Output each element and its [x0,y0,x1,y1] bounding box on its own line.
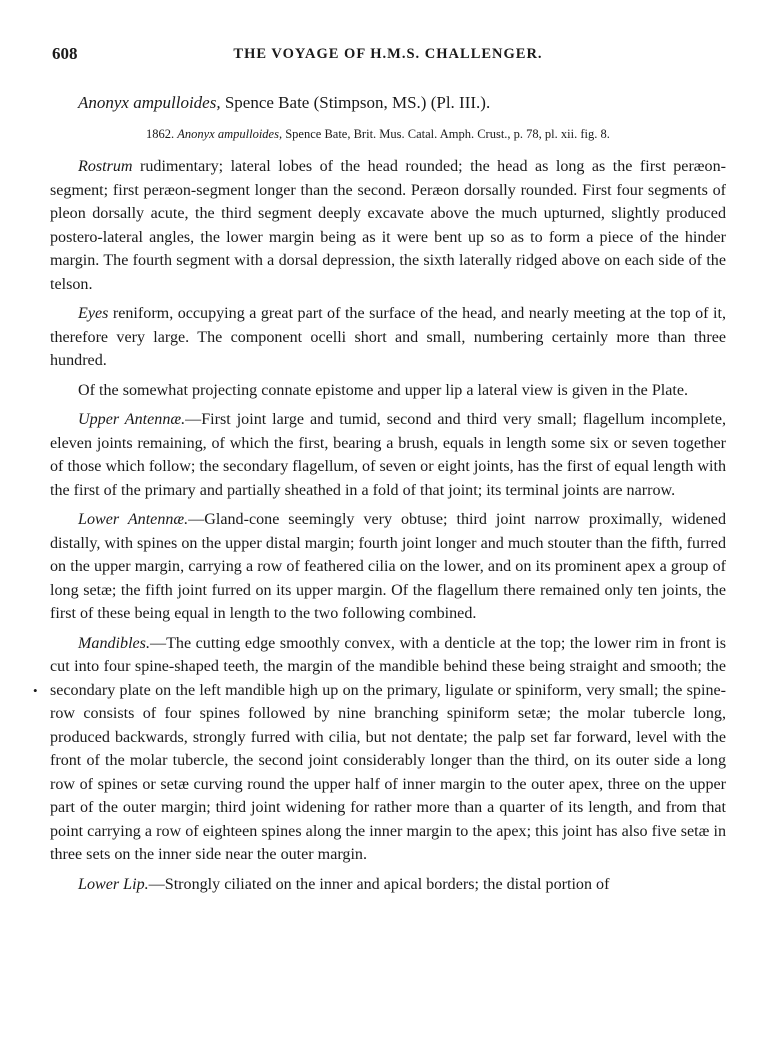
reference-citation: Spence Bate, Brit. Mus. Catal. Amph. Crust., p. 78, pl. xii. fig. 8. [282,127,610,141]
paragraph-text: rudimentary; lateral lobes of the head rounded; the head as long as the first peræon-segment; first peræon-segment longer than the second. Peræon dorsally rounded. First four segments of pleon dorsally acute, the third segment deeply excavate above the much upturned, slightly produced postero-lateral angles, the lower margin being as it were bent up so as to form a piece of the hinder margin. The fourth segment with a dorsal depression, the sixth laterally ridged above on each side of the telson. [50,158,726,293]
paragraph-lower-lip [50,873,726,897]
page-number: 608 [52,44,78,63]
reference-year: 1862. [146,127,175,141]
species-heading [78,93,490,113]
paragraph-text: —Strongly ciliated on the inner and apical borders; the distal portion of [148,875,610,893]
paragraph-mandibles [50,632,726,867]
species-authority: Spence Bate (Stimpson, MS.) (Pl. III.). [220,93,491,112]
reference-name: Anonyx ampulloides, [177,127,283,141]
paragraph-upper-antennae [50,408,726,502]
running-header [52,44,724,68]
paragraph-lead: Lower Lip. [78,875,149,893]
species-name: Anonyx ampulloides, [78,93,221,112]
paragraph-rostrum [50,155,726,296]
paragraph-lead: Lower Antennæ. [78,511,189,528]
paragraph-lead: Rostrum [78,158,133,175]
margin-mark: • [33,683,38,698]
running-title: THE VOYAGE OF H.M.S. CHALLENGER. [233,46,543,62]
paragraph-epistome [50,379,726,403]
paragraph-text: Of the somewhat projecting connate epistome and upper lip a lateral view is given in the Plate. [78,381,689,399]
paragraph-eyes [50,302,726,373]
paragraph-lead: Eyes [78,305,109,322]
synonymy-reference [146,127,610,142]
paragraph-lead: Mandibles. [78,634,150,652]
body-text [50,155,726,902]
paragraph-lower-antennae [50,508,726,626]
paragraph-text: —Gland-cone seemingly very obtuse; third joint narrow proximally, widened distally, with spines on the upper distal margin; fourth joint longer and much stouter than the fifth, furred on the upper margin, carrying a row of feathered cilia on the lower, and on its prominent apex a group of long setæ; the fifth joint furred on its upper margin. Of the flagellum there remained only ten joints, the first of these being equal in length to the two following combined. [50,511,726,622]
paragraph-text: —The cutting edge smoothly convex, with a denticle at the top; the lower rim in front is cut into four spine-shaped teeth, the margin of the mandible behind these being straight and smooth; the secondary plate on the left mandible high up on the primary, ligulate or spiniform, very small; the spine-row consists of four spines followed by nine branching spiniform setæ; the molar tubercle long, produced backwards, strongly furred with cilia, but not dentate; the palp set far forward, level with the front of the molar tubercle, the second joint considerably longer than the third, on its outer side a long row of spines or setæ curving round the upper half of inner margin to the outer apex, three on the upper part of the outer margin; third joint widening for rather more than a quarter of its length, and from that point carrying a row of eighteen spines along the inner margin to the apex; this joint has also five setæ in three sets on the inner side near the outer margin. [50,634,726,863]
paragraph-lead: Upper Antennæ. [78,411,186,428]
paragraph-text: —First joint large and tumid, second and third very small; flagellum incomplete, eleven joints remaining, of which the first, bearing a brush, equals in length some six or seven together of those which follow; the secondary flagellum, of seven or eight joints, has the first of equal length with the first of the primary and partially sheathed in a fold of that joint; its terminal joints are narrow. [50,411,726,499]
paragraph-text: reniform, occupying a great part of the surface of the head, and nearly meeting at the top of it, therefore very large. The component ocelli short and small, numbering certainly more than three hundred. [50,305,726,369]
